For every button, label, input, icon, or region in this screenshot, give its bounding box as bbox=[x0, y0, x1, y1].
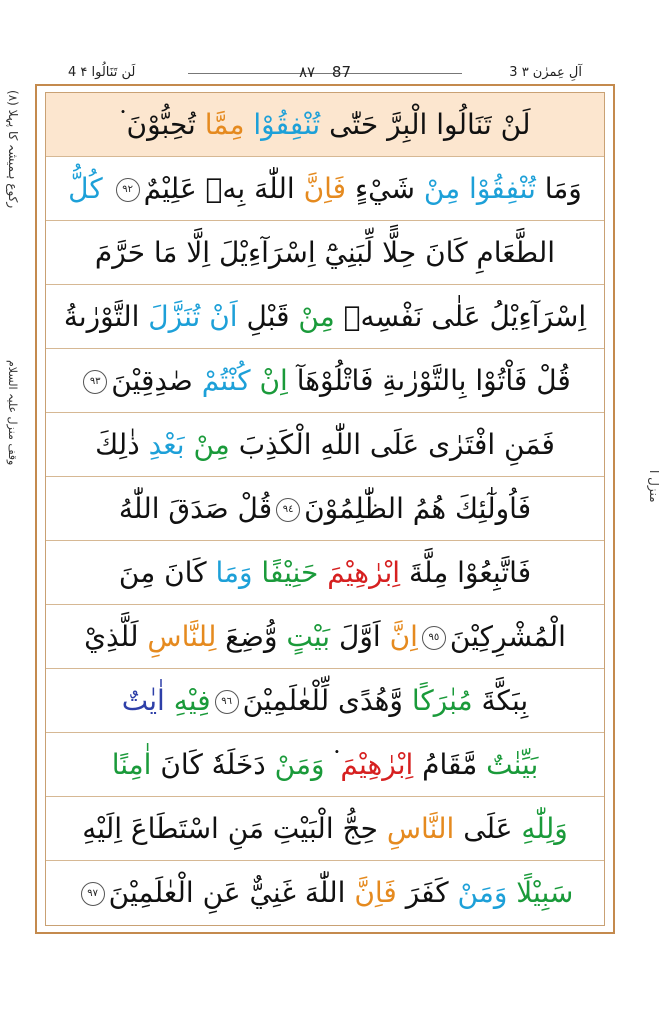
verse-text: حَنِيْفًا bbox=[261, 556, 328, 589]
verse-text: اٰيٰتٌ bbox=[121, 684, 174, 717]
verse-text: كَفَرَ bbox=[396, 876, 458, 909]
verse-text: اِبْرٰهِيْمَ bbox=[340, 748, 414, 781]
verse-text: قُلْ فَاْتُوْا بِالتَّوْرٰىةِ فَاتْلُوْهَآ bbox=[287, 364, 571, 397]
verse-text: لَلَّذِيْ bbox=[84, 620, 148, 653]
verse-text: النَّاسِ bbox=[386, 812, 464, 845]
verse-text: وَمَا bbox=[535, 172, 582, 205]
verse-text: مِنْ bbox=[193, 428, 230, 461]
verse-text: تُنْفِقُوْا bbox=[244, 108, 330, 141]
ayah-number-marker: ٩٤ bbox=[276, 498, 300, 522]
verse-text: تُنَزَّلَ bbox=[148, 300, 210, 333]
verse-text: اِنَّ bbox=[389, 620, 418, 653]
verse-text: اِبْرٰهِيْمَ bbox=[327, 556, 401, 589]
verse-text: حِجُّ الْبَيْتِ مَنِ اسْتَطَاعَ اِلَيْهِ bbox=[82, 812, 387, 845]
verse-text: بَيِّنٰتٌ bbox=[486, 748, 539, 781]
verse-text: فِيْهِ bbox=[173, 684, 211, 717]
verse-text: فَاِنَّ bbox=[354, 876, 397, 909]
verse-line bbox=[46, 157, 604, 221]
verse-text: التَّوْرٰىةُ bbox=[63, 300, 149, 333]
verse-line bbox=[46, 221, 604, 285]
ayah-number-marker: ٩٣ bbox=[83, 370, 107, 394]
verse-text: اللّٰهَ غَنِيٌّ عَنِ الْعٰلَمِيْنَ bbox=[108, 876, 355, 909]
verse-text: اٰمِنًا bbox=[111, 748, 152, 781]
verse-text: ذٰلِكَ bbox=[95, 428, 149, 461]
verse-text: عَلَى bbox=[463, 812, 513, 845]
verse-text: تُنْفِقُوْا bbox=[469, 172, 536, 205]
verse-line bbox=[46, 285, 604, 349]
verse-text: مِنْ bbox=[414, 172, 470, 205]
ayah-number-marker: ٩٥ bbox=[422, 626, 446, 650]
verse-line bbox=[46, 669, 604, 733]
page-number-western: 87 bbox=[331, 63, 351, 81]
ayah-number-marker: ٩٦ bbox=[215, 690, 239, 714]
verse-text: اِسْرَآءِيْلُ عَلٰى نَفْسِهٖ bbox=[334, 300, 587, 333]
verse-text: مِنْ bbox=[298, 300, 335, 333]
verse-text: مَّقَامُ bbox=[413, 748, 487, 781]
verse-text: الْمُشْرِكِيْنَ bbox=[449, 620, 566, 653]
verse-text: سَبِيْلًا bbox=[516, 876, 574, 909]
verse-line bbox=[46, 861, 604, 925]
page-header bbox=[68, 62, 582, 84]
verse-text: وَلِلّٰهِ bbox=[512, 812, 568, 845]
margin-note-top: (٨) رکوع ہمیشہ کا پہلا bbox=[6, 90, 20, 209]
verse-text: كُنْتُمْ bbox=[201, 364, 260, 397]
verse-text: اَنْ bbox=[209, 300, 238, 333]
ayah-number-marker: ٩٧ bbox=[81, 882, 105, 906]
verse-text: قَبْلِ bbox=[237, 300, 299, 333]
verse-text: فَاِنَّ bbox=[303, 172, 347, 205]
verse-line bbox=[46, 349, 604, 413]
verse-text: لِلنَّاسِ bbox=[147, 620, 217, 653]
verse-text: اللّٰهَ بِهٖ عَلِيْمٌ bbox=[143, 172, 304, 205]
verse-text: فَمَنِ افْتَرٰى عَلَى اللّٰهِ الْكَذِبَ bbox=[229, 428, 555, 461]
verse-text: فَاُولٰٓئِكَ هُمُ الظّٰلِمُوْنَ bbox=[304, 492, 532, 525]
verse-text: وَّهُدًى لِّلْعٰلَمِيْنَ bbox=[242, 684, 412, 717]
verse-text: وَمَنْ bbox=[457, 876, 517, 909]
verse-text: صٰدِقِيْنَ bbox=[111, 364, 202, 397]
verse-text: بِبَكَّةَ bbox=[472, 684, 529, 717]
page-number bbox=[68, 63, 582, 81]
verse-text: كُلُّ bbox=[68, 172, 112, 205]
verse-text: تُحِبُّوْنَ ۬ bbox=[119, 108, 205, 141]
verse-text: وَمَا bbox=[215, 556, 262, 589]
verse-text: اِنْ bbox=[259, 364, 288, 397]
verse-line bbox=[46, 605, 604, 669]
verse-text: الطَّعَامِ كَانَ حِلًّا لِّبَنِيْٓ اِسْرَآءِيْلَ اِلَّا مَا حَرَّمَ bbox=[94, 236, 556, 269]
verse-line bbox=[46, 477, 604, 541]
verse-text: مُبٰرَكًا bbox=[411, 684, 473, 717]
verse-line bbox=[46, 797, 604, 861]
verse-line bbox=[46, 413, 604, 477]
page-number-arabic: ٨٧ bbox=[299, 63, 316, 81]
verse-text: شَيْءٍ bbox=[346, 172, 415, 205]
verse-text: وُّضِعَ bbox=[216, 620, 287, 653]
manzil-marker: منزل ا bbox=[647, 470, 661, 503]
verse-text: وَمَنْ bbox=[274, 748, 325, 781]
quran-text-block bbox=[45, 92, 605, 926]
verse-text: قُلْ صَدَقَ اللّٰهُ bbox=[118, 492, 273, 525]
verse-line bbox=[46, 93, 604, 157]
verse-text: دَخَلَهٗ كَانَ bbox=[151, 748, 275, 781]
header-surah-name: 3 آلِ عِمرٰن ۳ bbox=[509, 65, 582, 80]
verse-text: لَنْ تَنَالُوا الْبِرَّ حَتّٰى bbox=[329, 108, 531, 141]
verse-text: فَاتَّبِعُوْا مِلَّةَ bbox=[400, 556, 532, 589]
verse-line bbox=[46, 541, 604, 605]
verse-line bbox=[46, 733, 604, 797]
header-juz-name: 4 لَن تَنَالُوا ۴ bbox=[68, 65, 136, 80]
verse-text: كَانَ مِنَ bbox=[118, 556, 216, 589]
verse-text: بَعْدِ bbox=[148, 428, 194, 461]
verse-text: ۬ bbox=[324, 748, 341, 781]
verse-text: بَيْتٍ bbox=[286, 620, 331, 653]
verse-text: مِمَّا bbox=[204, 108, 245, 141]
margin-note-middle: وقف منزل علیہ السلام bbox=[6, 360, 19, 466]
page-frame bbox=[35, 84, 615, 934]
verse-text: اَوَّلَ bbox=[330, 620, 390, 653]
ayah-number-marker: ٩٢ bbox=[116, 178, 140, 202]
